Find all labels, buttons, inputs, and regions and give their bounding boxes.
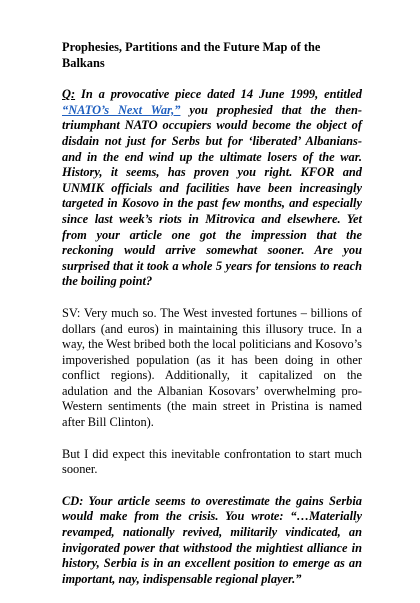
- answer-1: SV: Very much so. The West invested fortunes – billions of dollars (and euros) in maintaining this illusory truce. In a way, the West bribed both the local politicians and Kosovo’s impoverished population (as it has been doing in other conflict regions). Additionally, it capitalized on the adulation and the Albanian Kosovars’ overwhelming pro-Western sentiments (the main street in Pristina is named after Bill Clinton).: [62, 305, 362, 430]
- answer-2: But I did expect this inevitable confrontation to start much sooner.: [62, 446, 362, 477]
- document-page: [62, 40, 362, 603]
- question-1-intro: In a provocative piece dated 14 June 1999, entitled: [75, 87, 362, 102]
- nato-next-war-link[interactable]: “NATO’s Next War,”: [62, 102, 181, 117]
- question-1: [62, 87, 362, 290]
- question-label: Q:: [62, 87, 76, 102]
- article-title: Prophesies, Partitions and the Future Map of the Balkans: [62, 40, 321, 70]
- question-2: CD: Your article seems to overestimate the gains Serbia would make from the crisis. You wrote: “…Materially revamped, nationally revived, militarily vindicated, an invigorated power that withstood the mightiest alliance in history, Serbia is in an excellent position to emerge as an important, nay, indispensable regional player.”: [62, 493, 362, 586]
- question-1-body: you prophesied that the then-triumphant NATO occupiers would become the object of disdain not just for Serbs but for ‘liberated’ Albanians- and in the end wind up the ultimate losers of the war. History, it seems, has proven you right. KFOR and UNMIK officials and facilities have been increasingly targeted in Kosovo in the past few months, and especially since last week’s riots in Mitrovica and elsewhere. Yet from your article one got the impression that the reckoning would arrive somewhat sooner. Are you surprised that it took a whole 5 years for tensions to reach the boiling point?: [62, 102, 362, 289]
